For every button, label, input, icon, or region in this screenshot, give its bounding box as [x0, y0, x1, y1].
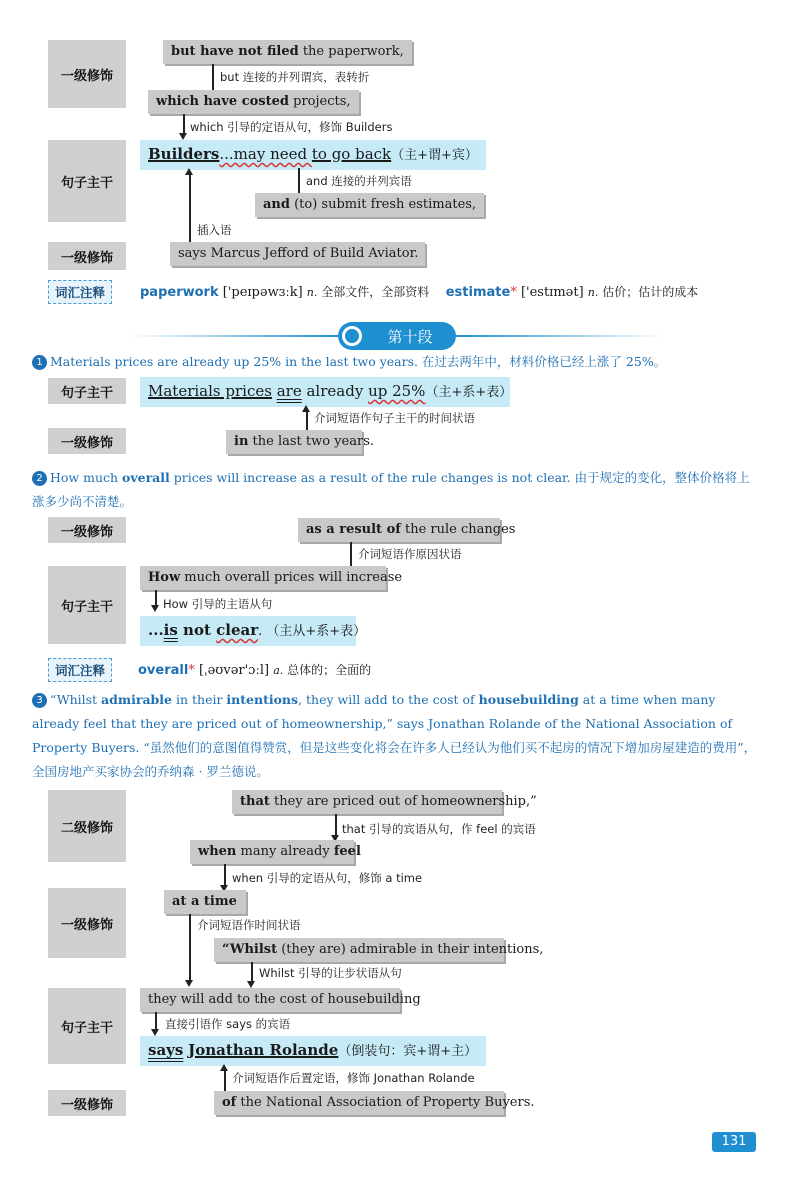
phrase-box-says-marcus: says Marcus Jefford of Build Aviator. [170, 242, 425, 266]
vocab-label: 词汇注释 [48, 658, 112, 682]
paragraph-sentence-2: 2 How much overall prices will increase as a result of the rule changes is not clear. 由于规定的变化，整体价格将上涨多少尚不清楚。 [32, 470, 750, 509]
phrase-box-at-a-time: at a time [164, 890, 246, 914]
section-divider-right [456, 335, 664, 337]
connector-line [155, 1012, 157, 1030]
annotation-note: 介词短语作原因状语 [358, 547, 462, 561]
annotation-note: How 引导的主语从句 [163, 597, 273, 611]
phrase-box-that-they-are: that they are priced out of homeownership,” [232, 790, 502, 814]
arrow-down-icon [179, 133, 187, 140]
arrow-down-icon [247, 981, 255, 988]
arrow-up-icon [220, 1064, 228, 1071]
annotation-note: 介词短语作句子主干的时间状语 [314, 411, 475, 425]
connector-line [183, 114, 185, 134]
connector-line [189, 172, 191, 242]
vocab-label: 词汇注释 [48, 280, 112, 304]
arrow-down-icon [185, 980, 193, 987]
connector-line [212, 64, 214, 90]
label-level2-modifier: 二级修饰 [48, 790, 126, 862]
label-level1-modifier: 一级修饰 [48, 517, 126, 543]
arrow-down-icon [151, 1029, 159, 1036]
annotation-note: which 引导的定语从句，修饰 Builders [190, 120, 393, 134]
phrase-box-as-a-result: as a result of the rule changes [298, 518, 500, 542]
phrase-box-but-have-not-filed: but have not filed the paperwork, [163, 40, 412, 64]
annotation-note: 插入语 [197, 223, 232, 237]
label-level1-modifier: 一级修饰 [48, 888, 126, 958]
phrase-box-in-the-last: in the last two years. [226, 430, 362, 454]
section-divider-left [130, 335, 338, 337]
annotation-note: and 连接的并列宾语 [306, 174, 412, 188]
arrow-down-icon [151, 605, 159, 612]
annotation-note: but 连接的并列谓宾，表转折 [220, 70, 370, 84]
annotation-note: when 引导的定语从句，修饰 a time [232, 871, 423, 885]
connector-line [224, 864, 226, 886]
paragraph-sentence-1: 1 Materials prices are already up 25% in the last two years. 在过去两年中，材料价格已经上涨了 25%。 [32, 350, 762, 374]
sentence-number-badge: 2 [32, 471, 47, 486]
page-number: 131 [712, 1132, 756, 1152]
connector-line [155, 590, 157, 606]
annotation-note: that 引导的宾语从句，作 feel 的宾语 [342, 822, 536, 836]
label-sentence-core: 句子主干 [48, 140, 126, 222]
arrow-up-icon [185, 168, 193, 175]
magnifier-icon [342, 326, 362, 346]
vocab-entry: overall* [ˌəʊvər'ɔːl] a. 总体的；全面的 [138, 663, 372, 678]
sentence-core-box: ...is not clear. （主从+系+表） [140, 616, 356, 646]
label-sentence-core: 句子主干 [48, 988, 126, 1064]
label-level1-modifier: 一级修饰 [48, 242, 126, 270]
annotation-note: Whilst 引导的让步状语从句 [259, 966, 402, 980]
connector-line [251, 962, 253, 982]
phrase-box-when-many: when many already feel [190, 840, 354, 864]
vocab-entry: paperwork ['peɪpəwɜːk] n. 全部文件，全部资料 estimate* ['estɪmət] n. 估价；估计的成本 [140, 285, 699, 300]
arrow-up-icon [302, 405, 310, 412]
label-level1-modifier: 一级修饰 [48, 1090, 126, 1116]
phrase-box-they-will-add: they will add to the cost of housebuilding [140, 988, 400, 1012]
connector-line [189, 914, 191, 980]
sentence-core-box: Builders...may need to go back（主+谓+宾） [140, 140, 486, 170]
phrase-box-whilst: “Whilst (they are) admirable in their intentions, [214, 938, 504, 962]
label-sentence-core: 句子主干 [48, 566, 126, 644]
connector-line [306, 412, 308, 430]
phrase-box-of-the-national: of the National Association of Property Buyers. [214, 1091, 504, 1115]
label-sentence-core: 句子主干 [48, 378, 126, 404]
sentence-number-badge: 3 [32, 693, 47, 708]
sentence-core-box: says Jonathan Rolande（倒装句：宾+谓+主） [140, 1036, 486, 1066]
connector-line [298, 168, 300, 193]
phrase-box-how-much: How much overall prices will increase [140, 566, 386, 590]
connector-line [335, 814, 337, 836]
label-level1-modifier: 一级修饰 [48, 40, 126, 108]
sentence-number-badge: 1 [32, 355, 47, 370]
paragraph-sentence-3: 3 “Whilst admirable in their intentions, they will add to the cost of housebuilding at a time when many already feel that they are priced out of homeownership,” says Jonathan Rolande of the National Association of Property Buyers. “虽然他们的意图值得赞赏，但是这些变化将会在许多人已经认为他们买不起房的情况下增加房屋建造的费用”，全国房地产买家协会的乔纳森 · 罗兰德说。 [32, 692, 757, 779]
section-title: 第十段 [338, 322, 456, 350]
label-level1-modifier: 一级修饰 [48, 428, 126, 454]
annotation-note: 直接引语作 says 的宾语 [165, 1017, 291, 1031]
sentence-core-box: Materials prices are already up 25%（主+系+表） [140, 377, 510, 407]
phrase-box-and-submit: and (to) submit fresh estimates, [255, 193, 484, 217]
annotation-note: 介词短语作时间状语 [197, 918, 301, 932]
phrase-box-which-have-costed: which have costed projects, [148, 90, 359, 114]
connector-line [224, 1071, 226, 1091]
connector-line [350, 542, 352, 566]
annotation-note: 介词短语作后置定语，修饰 Jonathan Rolande [232, 1071, 475, 1085]
